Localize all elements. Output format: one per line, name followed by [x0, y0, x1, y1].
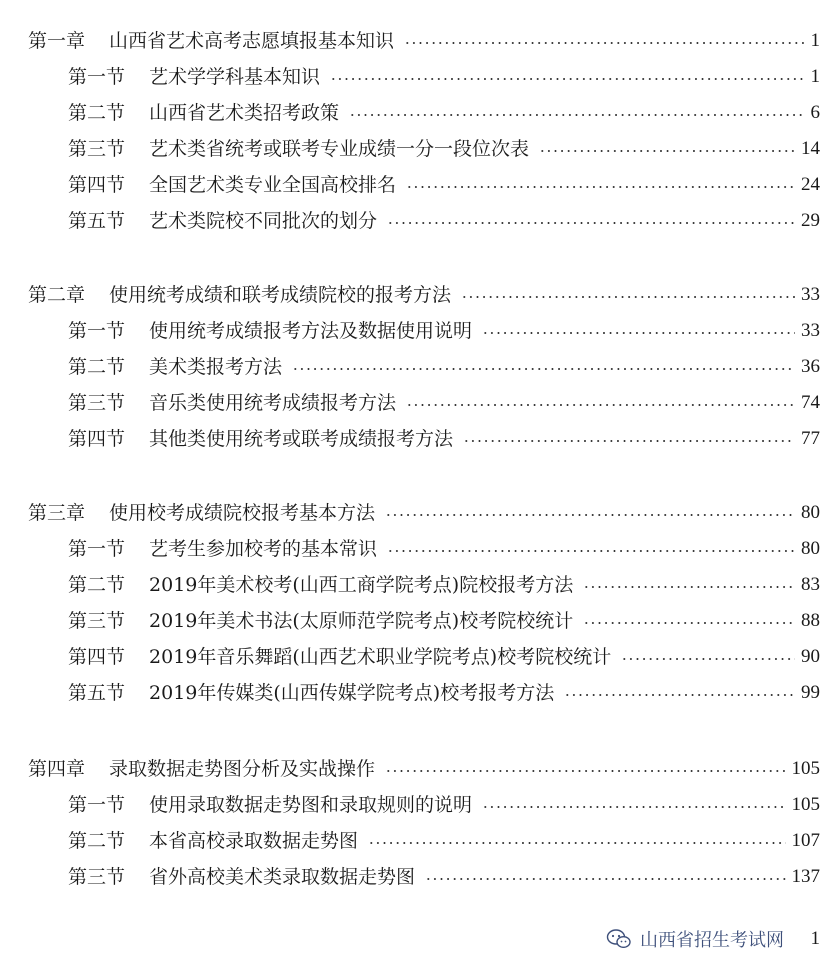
toc-entry-number: 第五节 [68, 682, 126, 704]
toc-chapter-entry[interactable] [28, 498, 820, 528]
watermark-text: 山西省招生考试网 [640, 930, 784, 951]
toc-entry-title: 使用校考成绩院校报考基本方法 [109, 502, 376, 524]
dot-leader [425, 878, 785, 880]
toc-chapter-entry[interactable] [28, 26, 820, 56]
toc-entry-title: 使用录取数据走势图和录取规则的说明 [149, 794, 473, 816]
toc-entry-title: 2019年传媒类(山西传媒学院考点)校考报考方法 [149, 682, 555, 704]
dot-leader [406, 186, 795, 188]
toc-section-entry[interactable] [68, 678, 820, 708]
dot-leader [368, 842, 785, 844]
toc-entry-number: 第二节 [68, 574, 126, 596]
dot-leader [330, 78, 804, 80]
toc-chapter-entry[interactable] [28, 280, 820, 310]
toc-section-entry[interactable] [68, 642, 820, 672]
dot-leader [482, 332, 795, 334]
dot-leader [564, 694, 795, 696]
dot-leader [404, 42, 804, 44]
toc-entry-number: 第四节 [68, 174, 126, 196]
toc-entry-page: 77 [801, 428, 820, 449]
toc-section-entry[interactable] [68, 170, 820, 200]
toc-entry-title: 使用统考成绩报考方法及数据使用说明 [149, 320, 473, 342]
toc-entry-page: 24 [801, 174, 820, 195]
toc-entry-page: 105 [791, 758, 820, 779]
toc-entry-page: 1 [810, 30, 820, 51]
wechat-icon [606, 928, 632, 950]
dot-leader [385, 770, 785, 772]
toc-entry-title: 本省高校录取数据走势图 [149, 830, 359, 852]
toc-entry-page: 29 [801, 210, 820, 231]
toc-entry-number: 第一节 [68, 538, 126, 560]
toc-entry-page: 80 [801, 502, 820, 523]
dot-leader [385, 514, 795, 516]
dot-leader [463, 440, 795, 442]
toc-entry-page: 105 [791, 794, 820, 815]
dot-leader [583, 586, 795, 588]
dot-leader [387, 222, 795, 224]
toc-entry-number: 第一节 [68, 320, 126, 342]
toc-section-entry[interactable] [68, 606, 820, 636]
toc-entry-page: 14 [801, 138, 820, 159]
watermark [606, 926, 784, 952]
toc-entry-page: 33 [801, 320, 820, 341]
toc-chapter-entry[interactable] [28, 754, 820, 784]
toc-entry-page: 90 [801, 646, 820, 667]
toc-entry-number: 第五节 [68, 210, 126, 232]
toc-section-entry[interactable] [68, 862, 820, 892]
toc-entry-number: 第四节 [68, 428, 126, 450]
dot-leader [482, 806, 785, 808]
toc-entry-page: 33 [801, 284, 820, 305]
toc-entry-title: 2019年音乐舞蹈(山西艺术职业学院考点)校考院校统计 [149, 646, 612, 668]
toc-entry-number: 第三节 [68, 866, 126, 888]
toc-entry-number: 第二节 [68, 830, 126, 852]
toc-entry-title: 艺术类院校不同批次的划分 [149, 210, 378, 232]
toc-section-entry[interactable] [68, 62, 820, 92]
toc-section-entry[interactable] [68, 206, 820, 236]
dot-leader [539, 150, 795, 152]
toc-entry-title: 山西省艺术高考志愿填报基本知识 [109, 30, 395, 52]
toc-entry-number: 第一节 [68, 66, 126, 88]
toc-section-entry[interactable] [68, 534, 820, 564]
toc-entry-number: 第二节 [68, 102, 126, 124]
toc-entry-title: 2019年美术校考(山西工商学院考点)院校报考方法 [149, 574, 574, 596]
toc-entry-title: 使用统考成绩和联考成绩院校的报考方法 [109, 284, 452, 306]
toc-entry-page: 137 [791, 866, 820, 887]
toc-entry-title: 美术类报考方法 [149, 356, 283, 378]
dot-leader [349, 114, 804, 116]
toc-section-entry[interactable] [68, 790, 820, 820]
toc-entry-page: 36 [801, 356, 820, 377]
toc-entry-title: 山西省艺术类招考政策 [149, 102, 340, 124]
toc-entry-title: 2019年美术书法(太原师范学院考点)校考院校统计 [149, 610, 574, 632]
page-number: 1 [810, 928, 820, 949]
toc-entry-title: 艺考生参加校考的基本常识 [149, 538, 378, 560]
dot-leader [583, 622, 795, 624]
toc-section-entry[interactable] [68, 316, 820, 346]
toc-entry-page: 1 [810, 66, 820, 87]
toc-section-entry[interactable] [68, 424, 820, 454]
toc-entry-page: 99 [801, 682, 820, 703]
toc-entry-number: 第二章 [28, 284, 86, 306]
toc-entry-page: 88 [801, 610, 820, 631]
toc-entry-number: 第三节 [68, 138, 126, 160]
toc-section-entry[interactable] [68, 352, 820, 382]
toc-entry-title: 音乐类使用统考成绩报考方法 [149, 392, 397, 414]
toc-section-entry[interactable] [68, 388, 820, 418]
toc-entry-page: 107 [791, 830, 820, 851]
toc-entry-number: 第三节 [68, 610, 126, 632]
toc-entry-title: 艺术类省统考或联考专业成绩一分一段位次表 [149, 138, 530, 160]
toc-entry-number: 第三节 [68, 392, 126, 414]
toc-entry-title: 全国艺术类专业全国高校排名 [149, 174, 397, 196]
dot-leader [621, 658, 795, 660]
toc-entry-title: 其他类使用统考或联考成绩报考方法 [149, 428, 454, 450]
toc-entry-title: 艺术学学科基本知识 [149, 66, 321, 88]
toc-entry-page: 80 [801, 538, 820, 559]
toc-entry-page: 83 [801, 574, 820, 595]
dot-leader [406, 404, 795, 406]
dot-leader [292, 368, 795, 370]
toc-entry-title: 录取数据走势图分析及实战操作 [109, 758, 376, 780]
dot-leader [387, 550, 795, 552]
toc-entry-number: 第一章 [28, 30, 86, 52]
toc-section-entry[interactable] [68, 570, 820, 600]
toc-entry-page: 74 [801, 392, 820, 413]
toc-entry-number: 第三章 [28, 502, 86, 524]
dot-leader [461, 296, 795, 298]
toc-section-entry[interactable] [68, 98, 820, 128]
toc-entry-number: 第四节 [68, 646, 126, 668]
toc-entry-number: 第一节 [68, 794, 126, 816]
toc-entry-title: 省外高校美术类录取数据走势图 [149, 866, 416, 888]
toc-entry-number: 第四章 [28, 758, 86, 780]
toc-section-entry[interactable] [68, 826, 820, 856]
toc-entry-number: 第二节 [68, 356, 126, 378]
toc-entry-page: 6 [810, 102, 820, 123]
toc-section-entry[interactable] [68, 134, 820, 164]
